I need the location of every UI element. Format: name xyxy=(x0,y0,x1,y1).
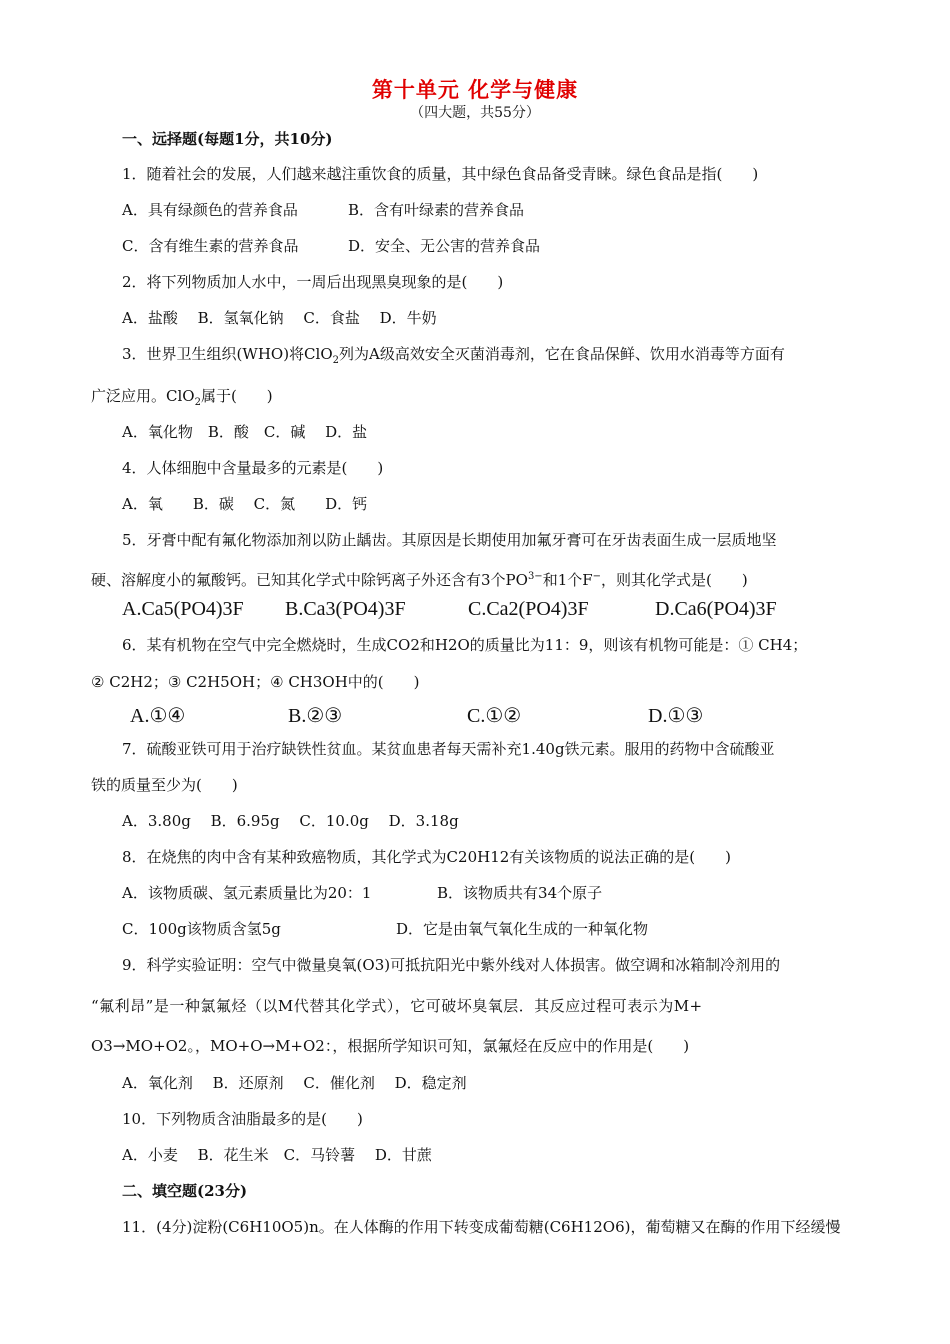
question-11: 11．(4分)淀粉(C6H10O5)n。在人体酶的作用下转变成葡萄糖(C6H12O6)，葡萄糖又在酶的作用下经缓慢 xyxy=(122,1218,841,1236)
question-7-continued: 铁的质量至少为( ) xyxy=(91,776,238,794)
q5-option-b: B.Ca3(PO4)3F xyxy=(285,598,406,620)
question-3: 3．世界卫生组织(WHO)将ClO$_2$列为A级高效安全灭菌消毒剂，它在食品保鲜、饮用水消毒等方面有 xyxy=(122,345,785,366)
q2-options: A．盐酸 B．氢氧化钠 C．食盐 D．牛奶 xyxy=(122,309,437,327)
q5-option-a: A.Ca5(PO4)3F xyxy=(122,598,244,620)
q3-options: A．氧化物 B．酸 C．碱 D．盐 xyxy=(122,423,368,441)
question-6: 6．某有机物在空气中完全燃烧时，生成CO2和H2O的质量比为11：9，则该有机物可能是：① CH4； xyxy=(122,636,808,654)
q7-options: A．3.80g B．6.95g C．10.0g D．3.18g xyxy=(122,812,459,830)
q1-option-a: A．具有绿颜色的营养食品 xyxy=(122,201,298,219)
q1-option-d: D．安全、无公害的营养食品 xyxy=(348,237,541,255)
q1-option-b: B．含有叶绿素的营养食品 xyxy=(348,201,525,219)
q6-option-a: A.①④ xyxy=(130,705,186,727)
section-heading-choice: 一、远择题(每题1分，共10分) xyxy=(122,130,333,148)
page-title: 第十单元 化学与健康 xyxy=(371,77,579,102)
question-10: 10．下列物质含油脂最多的是( ) xyxy=(122,1110,363,1128)
question-8: 8．在烧焦的肉中含有某种致癌物质，其化学式为C20H12有关该物质的说法正确的是( ) xyxy=(122,848,731,866)
q8-option-a: A．该物质碳、氢元素质量比为20：1 xyxy=(122,884,372,902)
q8-option-c: C．100g该物质含氢5g xyxy=(122,920,281,938)
question-4: 4．人体细胞中含量最多的元素是( ) xyxy=(122,459,384,477)
question-9-continued: “氟利昂”是一种氯氟烃（以M代替其化学式），它可破坏臭氧层．其反应过程可表示为M+ xyxy=(91,997,703,1015)
q8-option-b: B．该物质共有34个原子 xyxy=(437,884,603,902)
question-2: 2．将下列物质加人水中，一周后出现黑臭现象的是( ) xyxy=(122,273,504,291)
question-6-continued: ② C2H2；③ C2H5OH；④ CH3OH中的( ) xyxy=(91,673,420,691)
question-3-continued: 广泛应用。ClO$_2$属于( ) xyxy=(91,387,273,408)
question-5-continued: 硬、溶解度小的氟酸钙。已知其化学式中除钙离子外还含有3个$PO^{3-}$和1个F−，则其化学式是( ) xyxy=(91,571,748,589)
q8-option-d: D．它是由氧气氧化生成的一种氧化物 xyxy=(396,920,649,938)
question-1: 1．随着社会的发展，人们越来越注重饮食的质量，其中绿色食品备受青睐。绿色食品是指( ) xyxy=(122,165,759,183)
q6-option-d: D.①③ xyxy=(648,705,704,727)
q4-options: A．氧 B．碳 C．氮 D．钙 xyxy=(122,495,368,513)
q5-option-c: C.Ca2(PO4)3F xyxy=(468,598,589,620)
question-5: 5．牙膏中配有氟化物添加剂以防止龋齿。其原因是长期使用加氟牙膏可在牙齿表面生成一层质地坚 xyxy=(122,531,777,549)
q10-options: A．小麦 B．花生米 C．马铃薯 D．甘蔗 xyxy=(122,1146,432,1164)
q9-options: A．氧化剂 B．还原剂 C．催化剂 D．稳定剂 xyxy=(122,1074,467,1092)
page-subtitle: （四大题，共55分） xyxy=(410,105,540,121)
question-7: 7．硫酸亚铁可用于治疗缺铁性贫血。某贫血患者每天需补充1.40g铁元素。服用的药物中含硫酸亚 xyxy=(122,740,775,758)
question-9-continued-2: O3→MO+O2。，MO+O→M+O2：，根据所学知识可知，氯氟烃在反应中的作用是( ) xyxy=(91,1037,690,1055)
q5-option-d: D.Ca6(PO4)3F xyxy=(655,598,777,620)
question-9: 9．科学实验证明：空气中微量臭氧(O3)可抵抗阳光中紫外线对人体损害。做空调和冰箱制冷剂用的 xyxy=(122,956,781,974)
section-heading-fill-in: 二、填空题(23分) xyxy=(122,1182,248,1200)
q1-option-c: C．含有维生素的营养食品 xyxy=(122,237,299,255)
q6-option-c: C.①② xyxy=(467,705,522,727)
q6-option-b: B.②③ xyxy=(288,705,343,727)
